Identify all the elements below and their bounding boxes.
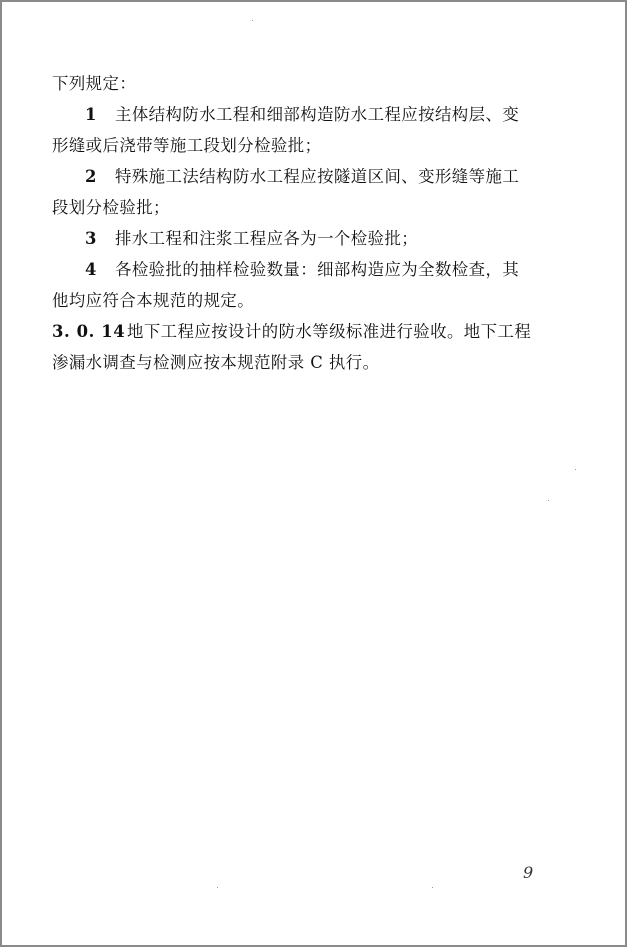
text-line <box>52 285 552 316</box>
line-text: 各检验批的抽样检验数量：细部构造应为全数检查，其 <box>115 260 520 279</box>
line-text: 渗漏水调查与检测应按本规范附录 C 执行。 <box>52 353 380 372</box>
line-text: 特殊施工法结构防水工程应按隧道区间、变形缝等施工 <box>115 167 520 186</box>
list-item-1 <box>52 99 552 130</box>
scan-speck <box>217 887 218 888</box>
scan-speck <box>548 500 549 501</box>
list-item-3 <box>52 223 552 254</box>
line-text: 形缝或后浇带等施工段划分检验批； <box>52 136 322 155</box>
scan-speck <box>575 469 576 470</box>
text-line <box>52 347 552 378</box>
text-line <box>52 68 552 99</box>
clause-3-0-14 <box>52 316 552 347</box>
item-number: 4 <box>85 260 97 279</box>
page-number: 9 <box>523 863 534 882</box>
clause-number: 3. 0. 14 <box>52 322 126 341</box>
line-text: 主体结构防水工程和细部构造防水工程应按结构层、变 <box>115 105 520 124</box>
item-number: 3 <box>85 229 97 248</box>
scan-speck <box>432 887 433 888</box>
line-text: 下列规定： <box>52 74 137 93</box>
text-line <box>52 130 552 161</box>
line-text: 段划分检验批； <box>52 198 170 217</box>
line-text: 他均应符合本规范的规定。 <box>52 291 255 310</box>
text-line <box>52 192 552 223</box>
item-number: 2 <box>85 167 97 186</box>
scan-speck <box>252 20 253 21</box>
line-text: 排水工程和注浆工程应各为一个检验批； <box>115 229 419 248</box>
list-item-2 <box>52 161 552 192</box>
list-item-4 <box>52 254 552 285</box>
line-text: 地下工程应按设计的防水等级标准进行验收。地下工程 <box>127 322 532 341</box>
item-number: 1 <box>85 105 97 124</box>
body-text <box>52 68 552 378</box>
